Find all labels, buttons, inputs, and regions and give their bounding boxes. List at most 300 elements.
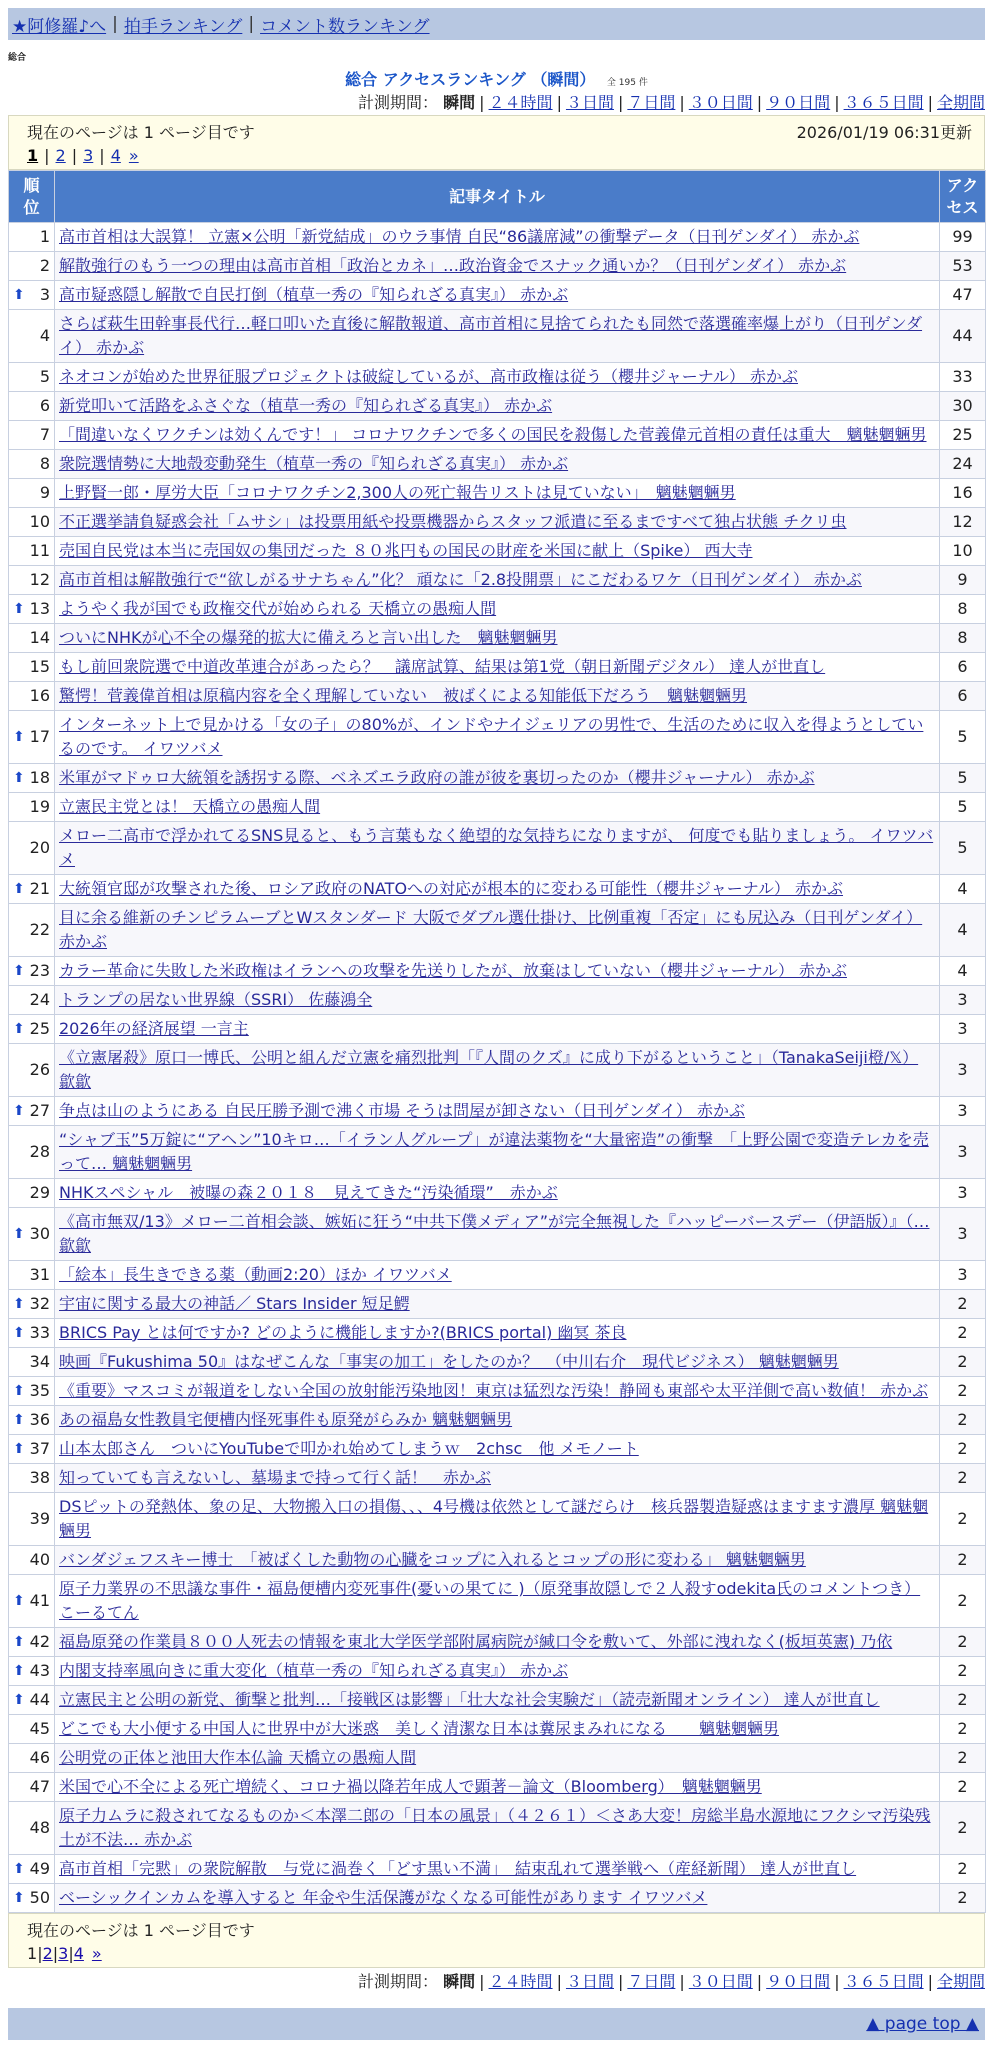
access-count: 2 xyxy=(940,1715,986,1744)
article-title-link[interactable]: トランプの居ない世界線（SSRI） 佐藤鴻全 xyxy=(59,990,373,1009)
access-count: 24 xyxy=(940,450,986,479)
period-link[interactable]: ２４時間 xyxy=(488,1972,553,1991)
period-link[interactable]: 全期間 xyxy=(936,1972,985,1991)
rank-number: 23 xyxy=(29,961,50,980)
rank-number: 19 xyxy=(29,797,50,816)
rank-cell xyxy=(9,392,55,421)
article-title-link[interactable]: 《高市無双/13》メロー二首相会談、嫉妬に狂う“中共下僕メディア”が完全無視した『ハッピーバースデー（伊語版）』（… 歙歙 xyxy=(59,1212,930,1255)
rank-number: 36 xyxy=(29,1410,50,1429)
rank-cell xyxy=(9,1715,55,1744)
page-current: 1 xyxy=(27,1943,38,1963)
title-cell xyxy=(55,1855,940,1884)
article-title-link[interactable]: 目に余る維新のチンピラムーブとWスタンダード 大阪でダブル選仕掛け、比例重複「否定」にも尻込み（日刊ゲンダイ） 赤かぶ xyxy=(59,908,923,951)
page-link[interactable]: 2 xyxy=(42,1943,53,1963)
rank-cell xyxy=(9,1628,55,1657)
access-count: 2 xyxy=(940,1744,986,1773)
period-separator: | xyxy=(617,1972,624,1991)
access-count: 9 xyxy=(940,566,986,595)
access-count: 8 xyxy=(940,595,986,624)
rank-cell xyxy=(9,1319,55,1348)
article-title-link[interactable]: インターネット上で見かける「女の子」の80%が、インドやナイジェリアの男性で、生活のために収入を得ようとしているのです。 イワツバメ xyxy=(59,715,924,758)
table-row xyxy=(9,1290,986,1319)
period-link[interactable]: ７日間 xyxy=(627,93,676,112)
header-rank: 順位 xyxy=(9,171,55,223)
article-title-link[interactable]: 立憲民主と公明の新党、衝撃と批判…「接戦区は影響」「壮大な社会実験だ」（読売新聞オンライン） 達人が世直し xyxy=(59,1690,880,1709)
table-row xyxy=(9,1802,986,1855)
rank-number: 45 xyxy=(29,1719,50,1738)
access-count: 2 xyxy=(940,1686,986,1715)
page-next-link[interactable]: » xyxy=(91,1943,102,1963)
title-cell xyxy=(55,986,940,1015)
period-link[interactable]: ９０日間 xyxy=(766,1972,831,1991)
rank-number: 15 xyxy=(29,657,50,676)
rank-cell xyxy=(9,1464,55,1493)
article-title-link[interactable]: 不正選挙請負疑惑会社「ムサシ」は投票用紙や投票機器からスタッフ派遣に至るまですべて独占状態 チクリ虫 xyxy=(59,512,847,531)
table-row xyxy=(9,1097,986,1126)
rank-cell xyxy=(9,986,55,1015)
table-row xyxy=(9,711,986,764)
bottom-bar xyxy=(8,2008,985,2040)
rank-up-arrow-icon: ⬆ xyxy=(13,1890,25,1906)
article-title-link[interactable]: BRICS Pay とは何ですか? どのように機能しますか?(BRICS portal) 幽冥 茶良 xyxy=(59,1323,627,1342)
title-cell xyxy=(55,653,940,682)
title-cell xyxy=(55,1773,940,1802)
article-title-link[interactable]: 高市首相は解散強行で“欲しがるサナちゃん”化？ 頑なに「2.8投開票」にこだわるワケ（日刊ゲンダイ） 赤かぶ xyxy=(59,570,862,589)
access-count: 53 xyxy=(940,252,986,281)
title-cell xyxy=(55,1097,940,1126)
rank-cell xyxy=(9,1126,55,1179)
rank-cell xyxy=(9,281,55,310)
period-link[interactable]: ３日間 xyxy=(565,1972,614,1991)
rank-cell xyxy=(9,1208,55,1261)
article-title-link[interactable]: 米軍がマドゥロ大統領を誘拐する際、ベネズエラ政府の誰が彼を裏切ったのか（櫻井ジャーナル） 赤かぶ xyxy=(59,768,815,787)
access-count: 3 xyxy=(940,1015,986,1044)
access-count: 12 xyxy=(940,508,986,537)
rank-cell xyxy=(9,566,55,595)
access-count: 8 xyxy=(940,624,986,653)
table-row xyxy=(9,1377,986,1406)
title-cell xyxy=(55,1884,940,1913)
title-cell xyxy=(55,1179,940,1208)
total-count: 全 195 件 xyxy=(606,78,648,88)
table-row xyxy=(9,363,986,392)
article-title-link[interactable]: もし前回衆院選で中道改革連合があったら？ 議席試算、結果は第1党（朝日新聞デジタル） 達人が世直し xyxy=(59,657,826,676)
access-count: 3 xyxy=(940,1208,986,1261)
rank-up-arrow-icon: ⬆ xyxy=(13,1441,25,1457)
table-row xyxy=(9,421,986,450)
rank-up-arrow-icon: ⬆ xyxy=(13,1692,25,1708)
rank-cell xyxy=(9,479,55,508)
period-link[interactable]: ７日間 xyxy=(627,1972,676,1991)
title-cell xyxy=(55,1377,940,1406)
rank-cell xyxy=(9,904,55,957)
access-count: 2 xyxy=(940,1657,986,1686)
ranking-title: 総合 アクセスランキング （瞬間） xyxy=(345,70,596,89)
rank-number: 50 xyxy=(29,1888,50,1907)
article-title-link[interactable]: 売国自民党は本当に売国奴の集団だった ８０兆円もの国民の財産を米国に献上（Spike） 西大寺 xyxy=(59,541,753,560)
table-row xyxy=(9,1575,986,1628)
period-link[interactable]: ２４時間 xyxy=(488,93,553,112)
pagination xyxy=(27,143,972,167)
rank-cell xyxy=(9,1546,55,1575)
rank-cell xyxy=(9,1575,55,1628)
rank-number: 9 xyxy=(39,483,50,502)
title-cell xyxy=(55,310,940,363)
comment-ranking-link[interactable]: コメント数ランキング xyxy=(260,16,430,37)
rank-up-arrow-icon: ⬆ xyxy=(13,1325,25,1341)
rank-cell xyxy=(9,363,55,392)
article-title-link[interactable]: カラー革命に失敗した米政権はイランへの攻撃を先送りしたが、放棄はしていない（櫻井ジャーナル） 赤かぶ xyxy=(59,961,847,980)
title-cell xyxy=(55,1802,940,1855)
article-title-link[interactable]: ようやく我が国でも政権交代が始められる 天橋立の愚痴人間 xyxy=(59,599,497,618)
rank-cell xyxy=(9,537,55,566)
table-row xyxy=(9,904,986,957)
rank-number: 48 xyxy=(29,1818,50,1837)
page-link[interactable]: 3 xyxy=(58,1943,69,1963)
rank-cell xyxy=(9,957,55,986)
article-title-link[interactable]: DSピットの発熱体、象の足、大物搬入口の損傷、、、4号機は依然として謎だらけ 核兵器製造疑惑はますます濃厚 魑魅魍魎男 xyxy=(59,1497,929,1540)
access-count: 2 xyxy=(940,1575,986,1628)
article-title-link[interactable]: 内閣支持率風向きに重大変化（植草一秀の『知られざる真実』） 赤かぶ xyxy=(59,1661,569,1680)
article-title-link[interactable]: ベーシックインカムを導入すると 年金や生活保護がなくなる可能性があります イワツバメ xyxy=(59,1888,708,1907)
title-cell xyxy=(55,537,940,566)
table-row xyxy=(9,1493,986,1546)
rank-cell xyxy=(9,1290,55,1319)
access-count: 2 xyxy=(940,1319,986,1348)
period-separator: | xyxy=(927,93,933,112)
table-row xyxy=(9,1435,986,1464)
access-count: 2 xyxy=(940,1377,986,1406)
access-count: 2 xyxy=(940,1348,986,1377)
table-row xyxy=(9,1628,986,1657)
page-title xyxy=(8,67,985,91)
article-title-link[interactable]: 争点は山のようにある 自民圧勝予測で沸く市場 そうは問屋が卸さない（日刊ゲンダイ） 赤かぶ xyxy=(59,1101,745,1120)
title-cell xyxy=(55,392,940,421)
article-title-link[interactable]: 《立憲屠殺》原口一博氏、公明と組んだ立憲を痛烈批判「『人間のクズ』に成り下がるということ」（TanakaSeiji橙/𝕏） 歙歙 xyxy=(59,1048,919,1091)
access-count: 2 xyxy=(940,1628,986,1657)
access-count: 6 xyxy=(940,653,986,682)
applause-ranking-link[interactable]: 拍手ランキング xyxy=(123,16,243,37)
table-row xyxy=(9,1044,986,1097)
article-title-link[interactable]: 米国で心不全による死亡増続く、コロナ禍以降若年成人で顕著－論文（Bloomberg） 魑魅魍魎男 xyxy=(59,1777,762,1796)
title-cell xyxy=(55,1435,940,1464)
access-count: 2 xyxy=(940,1406,986,1435)
title-cell xyxy=(55,450,940,479)
article-title-link[interactable]: 高市首相「完黙」の衆院解散 与党に渦巻く「どす黒い不満」 結束乱れて選挙戦へ（産経新聞） 達人が世直し xyxy=(59,1859,857,1878)
table-row xyxy=(9,281,986,310)
current-page-text: 現在のページは 1 ページ目です xyxy=(27,122,255,142)
article-title-link[interactable]: さらば萩生田幹事長代行…軽口叩いた直後に解散報道、高市首相に見捨てられたも同然で落選確率爆上がり（日刊ゲンダイ） 赤かぶ xyxy=(59,314,923,357)
title-cell xyxy=(55,822,940,875)
access-count: 25 xyxy=(940,421,986,450)
table-row xyxy=(9,1319,986,1348)
article-title-link[interactable]: 宇宙に関する最大の神話／ Stars Insider 短足鰐 xyxy=(59,1294,410,1313)
page-link[interactable]: 4 xyxy=(110,145,121,165)
title-cell xyxy=(55,682,940,711)
rank-cell xyxy=(9,1097,55,1126)
page-separator: | xyxy=(68,1943,74,1963)
title-cell xyxy=(55,1044,940,1097)
access-count: 5 xyxy=(940,764,986,793)
table-row xyxy=(9,764,986,793)
title-cell xyxy=(55,363,940,392)
article-title-link[interactable]: 高市首相は大誤算！ 立憲×公明「新党結成」のウラ事情 自民“86議席減”の衝撃データ（日刊ゲンダイ） 赤かぶ xyxy=(59,227,860,246)
table-row xyxy=(9,223,986,252)
rank-up-arrow-icon: ⬆ xyxy=(13,729,25,745)
table-row xyxy=(9,1179,986,1208)
title-cell xyxy=(55,1546,940,1575)
period-link[interactable]: ３０日間 xyxy=(688,93,753,112)
page-separator: | xyxy=(99,145,105,165)
access-count: 5 xyxy=(940,711,986,764)
rank-number: 1 xyxy=(39,227,50,246)
top-nav-bar xyxy=(8,8,985,40)
article-title-link[interactable]: バンダジェフスキー博士 「被ばくした動物の心臓をコップに入れるとコップの形に変わる」 魑魅魍魎男 xyxy=(59,1550,806,1569)
rank-cell xyxy=(9,1657,55,1686)
access-count: 10 xyxy=(940,537,986,566)
article-title-link[interactable]: あの福島女性教員宅便槽内怪死事件も原発がらみか 魑魅魍魎男 xyxy=(59,1410,513,1429)
page-top-link[interactable]: ▲ page top ▲ xyxy=(866,2014,979,2034)
rank-number: 41 xyxy=(29,1591,50,1610)
header-access: アクセス xyxy=(940,171,986,223)
table-row xyxy=(9,1657,986,1686)
article-title-link[interactable]: ついにNHKが心不全の爆発的拡大に備えろと言い出した 魑魅魍魎男 xyxy=(59,628,558,647)
table-row xyxy=(9,822,986,875)
rank-number: 6 xyxy=(39,396,50,415)
rank-number: 22 xyxy=(29,920,50,939)
rank-cell xyxy=(9,1044,55,1097)
table-row xyxy=(9,1015,986,1044)
access-count: 2 xyxy=(940,1802,986,1855)
rank-number: 40 xyxy=(29,1550,50,1569)
rank-cell xyxy=(9,1773,55,1802)
title-cell xyxy=(55,793,940,822)
article-title-link[interactable]: 高市疑惑隠し解散で自民打倒（植草一秀の『知られざる真実』） 赤かぶ xyxy=(59,285,569,304)
rank-number: 14 xyxy=(29,628,50,647)
article-title-link[interactable]: 大統領官邸が攻撃された後、ロシア政府のNATOへの対応が根本的に変わる可能性（櫻井ジャーナル） 赤かぶ xyxy=(59,879,844,898)
title-cell xyxy=(55,1348,940,1377)
nav-separator: | xyxy=(112,14,118,34)
period-link[interactable]: ３０日間 xyxy=(688,1972,753,1991)
table-row xyxy=(9,1715,986,1744)
rank-number: 44 xyxy=(29,1690,50,1709)
rank-cell xyxy=(9,1744,55,1773)
article-title-link[interactable]: 知っていても言えないし、墓場まで持って行く話！ 赤かぶ xyxy=(59,1468,492,1487)
rank-up-arrow-icon: ⬆ xyxy=(13,601,25,617)
period-link[interactable]: ９０日間 xyxy=(766,93,831,112)
access-count: 4 xyxy=(940,904,986,957)
table-header-row xyxy=(9,171,986,223)
page-separator: | xyxy=(37,1943,43,1963)
rank-up-arrow-icon: ⬆ xyxy=(13,287,25,303)
title-cell xyxy=(55,1744,940,1773)
period-separator: | xyxy=(556,1972,562,1991)
page-link[interactable]: 4 xyxy=(73,1943,84,1963)
access-count: 33 xyxy=(940,363,986,392)
title-cell xyxy=(55,421,940,450)
rank-up-arrow-icon: ⬆ xyxy=(13,1383,25,1399)
rank-up-arrow-icon: ⬆ xyxy=(13,1412,25,1428)
article-title-link[interactable]: どこでも大小便する中国人に世界中が大迷惑 美しく清潔な日本は糞尿まみれになる 魑魅魍魎男 xyxy=(59,1719,780,1738)
table-row xyxy=(9,1744,986,1773)
rank-up-arrow-icon: ⬆ xyxy=(13,963,25,979)
period-separator: | xyxy=(927,1972,933,1991)
rank-cell xyxy=(9,875,55,904)
access-count: 3 xyxy=(940,1097,986,1126)
title-cell xyxy=(55,875,940,904)
page-link[interactable]: 3 xyxy=(83,145,94,165)
table-row xyxy=(9,479,986,508)
rank-cell xyxy=(9,1377,55,1406)
rank-number: 24 xyxy=(29,990,50,1009)
article-title-link[interactable]: 2026年の経済展望 一言主 xyxy=(59,1019,249,1038)
title-cell xyxy=(55,595,940,624)
rank-cell xyxy=(9,1348,55,1377)
rank-cell xyxy=(9,310,55,363)
article-title-link[interactable]: 《重要》マスコミが報道をしない全国の放射能汚染地図！東京は猛烈な汚染！静岡も東部や太平洋側で高い数値！ 赤かぶ xyxy=(59,1381,929,1400)
access-count: 99 xyxy=(940,223,986,252)
title-cell xyxy=(55,1493,940,1546)
period-link[interactable]: ３６５日間 xyxy=(843,93,924,112)
page-info-box-bottom xyxy=(8,1913,985,1968)
table-row xyxy=(9,1464,986,1493)
title-cell xyxy=(55,1208,940,1261)
article-title-link[interactable]: 山本太郎さん ついにYouTubeで叩かれ始めてしまうｗ 2chsc 他 メモノート xyxy=(59,1439,639,1458)
rank-number: 29 xyxy=(29,1183,50,1202)
rank-number: 46 xyxy=(29,1748,50,1767)
rank-number: 49 xyxy=(29,1859,50,1878)
rank-number: 25 xyxy=(29,1019,50,1038)
title-cell xyxy=(55,479,940,508)
rank-number: 7 xyxy=(39,425,50,444)
updated-timestamp: 2026/01/19 06:31更新 xyxy=(796,122,972,142)
period-link[interactable]: ３６５日間 xyxy=(843,1972,924,1991)
period-separator: | xyxy=(479,1972,485,1991)
rank-up-arrow-icon: ⬆ xyxy=(13,1663,25,1679)
table-row xyxy=(9,537,986,566)
rank-cell xyxy=(9,682,55,711)
article-title-link[interactable]: 解散強行のもう一つの理由は高市首相「政治とカネ」…政治資金でスナック通いか？（日刊ゲンダイ） 赤かぶ xyxy=(59,256,847,275)
rank-up-arrow-icon: ⬆ xyxy=(13,770,25,786)
article-title-link[interactable]: NHKスペシャル 被曝の森２０１８ 見えてきた“汚染循環” 赤かぶ xyxy=(59,1183,558,1202)
article-title-link[interactable]: “シャブ玉”5万錠に“アヘン”10キロ…「イラン人グループ」が違法薬物を“大量密造”の衝撃 「上野公園で変造テレカを売って… 魑魅魍魎男 xyxy=(59,1130,929,1173)
access-count: 2 xyxy=(940,1884,986,1913)
table-row xyxy=(9,1261,986,1290)
article-title-link[interactable]: 驚愕！菅義偉首相は原稿内容を全く理解していない 被ばくによる知能低下だろう 魑魅魍魎男 xyxy=(59,686,748,705)
rank-number: 33 xyxy=(29,1323,50,1342)
period-link[interactable]: 全期間 xyxy=(936,93,985,112)
access-count: 2 xyxy=(940,1493,986,1546)
rank-number: 38 xyxy=(29,1468,50,1487)
table-row xyxy=(9,310,986,363)
article-title-link[interactable]: 「間違いなくワクチンは効くんです！」 コロナワクチンで多くの国民を殺傷した菅義偉元首相の責任は重大 魑魅魍魎男 xyxy=(59,425,927,444)
title-cell xyxy=(55,223,940,252)
rank-number: 34 xyxy=(29,1352,50,1371)
title-cell xyxy=(55,1628,940,1657)
page-current: 1 xyxy=(27,145,39,165)
period-separator: | xyxy=(679,93,685,112)
rank-number: 26 xyxy=(29,1060,50,1079)
page-link[interactable]: 2 xyxy=(55,145,66,165)
rank-cell xyxy=(9,1406,55,1435)
rank-number: 3 xyxy=(39,285,50,304)
table-row xyxy=(9,566,986,595)
article-title-link[interactable]: 福島原発の作業員８００人死去の情報を東北大学医学部附属病院が緘口令を敷いて、外部に洩れなく(板垣英憲) 乃依 xyxy=(59,1632,893,1651)
title-cell xyxy=(55,711,940,764)
rank-cell xyxy=(9,1015,55,1044)
period-label: 計測期間： xyxy=(358,93,444,112)
page-next-link[interactable]: » xyxy=(128,145,139,165)
rank-number: 10 xyxy=(29,512,50,531)
page-separator: | xyxy=(44,145,50,165)
title-cell xyxy=(55,904,940,957)
title-cell xyxy=(55,566,940,595)
period-separator: | xyxy=(834,93,840,112)
article-title-link[interactable]: 原子力業界の不思議な事件・福島便槽内変死事件(憂いの果てに )（原発事故隠しで２人殺すodekita氏のコメントつき） こーるてん xyxy=(59,1579,921,1622)
rank-up-arrow-icon: ⬆ xyxy=(13,1634,25,1650)
title-cell xyxy=(55,1015,940,1044)
article-title-link[interactable]: 新党叩いて活路をふさぐな（植草一秀の『知られざる真実』） 赤かぶ xyxy=(59,396,553,415)
category-label: 総合 xyxy=(8,53,27,63)
access-count: 44 xyxy=(940,310,986,363)
asyura-home-link[interactable]: ★阿修羅♪へ xyxy=(12,16,107,37)
title-cell xyxy=(55,1406,940,1435)
rank-cell xyxy=(9,1802,55,1855)
rank-number: 35 xyxy=(29,1381,50,1400)
access-count: 3 xyxy=(940,1044,986,1097)
article-title-link[interactable]: メロー二高市で浮かれてるSNS見ると、もう言葉もなく絶望的な気持ちになりますが、 何度でも貼りましょう。 イワツバメ xyxy=(59,826,934,869)
rank-number: 18 xyxy=(29,768,50,787)
period-current: 瞬間 xyxy=(443,1972,476,1991)
access-count: 2 xyxy=(940,1773,986,1802)
table-row xyxy=(9,1406,986,1435)
title-cell xyxy=(55,1319,940,1348)
table-row xyxy=(9,1855,986,1884)
rank-cell xyxy=(9,624,55,653)
current-page-text: 現在のページは 1 ページ目です xyxy=(27,1920,255,1940)
rank-number: 21 xyxy=(29,879,50,898)
page-separator: | xyxy=(71,145,78,165)
rank-cell xyxy=(9,1179,55,1208)
header-title: 記事タイトル xyxy=(55,171,940,223)
rank-cell xyxy=(9,793,55,822)
period-link[interactable]: ３日間 xyxy=(565,93,614,112)
article-title-link[interactable]: ネオコンが始めた世界征服プロジェクトは破綻しているが、高市政権は従う（櫻井ジャーナル） 赤かぶ xyxy=(59,367,799,386)
period-separator: | xyxy=(617,93,624,112)
rank-number: 17 xyxy=(29,727,50,746)
table-row xyxy=(9,875,986,904)
title-cell xyxy=(55,1290,940,1319)
rank-number: 37 xyxy=(29,1439,50,1458)
article-title-link[interactable]: 「絵本」長生きできる薬（動画2:20）ほか イワツバメ xyxy=(59,1265,452,1284)
article-title-link[interactable]: 上野賢一郎・厚労大臣「コロナワクチン2,300人の死亡報告リストは見ていない」 魑魅魍魎男 xyxy=(59,483,736,502)
article-title-link[interactable]: 衆院選情勢に大地殻変動発生（植草一秀の『知られざる真実』） 赤かぶ xyxy=(59,454,569,473)
title-cell xyxy=(55,624,940,653)
article-title-link[interactable]: 原子力ムラに殺されてなるものか＜本澤二郎の「日本の風景」（４２６１）＜さあ大変！房総半島水源地にフクシマ汚染残土が不法… 赤かぶ xyxy=(59,1806,931,1849)
table-row xyxy=(9,986,986,1015)
rank-cell xyxy=(9,653,55,682)
rank-number: 28 xyxy=(29,1142,50,1161)
period-separator: | xyxy=(556,93,562,112)
rank-number: 5 xyxy=(39,367,50,386)
rank-number: 42 xyxy=(29,1632,50,1651)
article-title-link[interactable]: 公明党の正体と池田大作本仏論 天橋立の愚痴人間 xyxy=(59,1748,417,1767)
table-row xyxy=(9,682,986,711)
access-count: 3 xyxy=(940,1261,986,1290)
period-current: 瞬間 xyxy=(443,93,476,112)
article-title-link[interactable]: 映画『Fukushima 50』はなぜこんな「事実の加工」をしたのか？ （中川右介 現代ビジネス） 魑魅魍魎男 xyxy=(59,1352,839,1371)
article-title-link[interactable]: 立憲民主党とは！ 天橋立の愚痴人間 xyxy=(59,797,321,816)
